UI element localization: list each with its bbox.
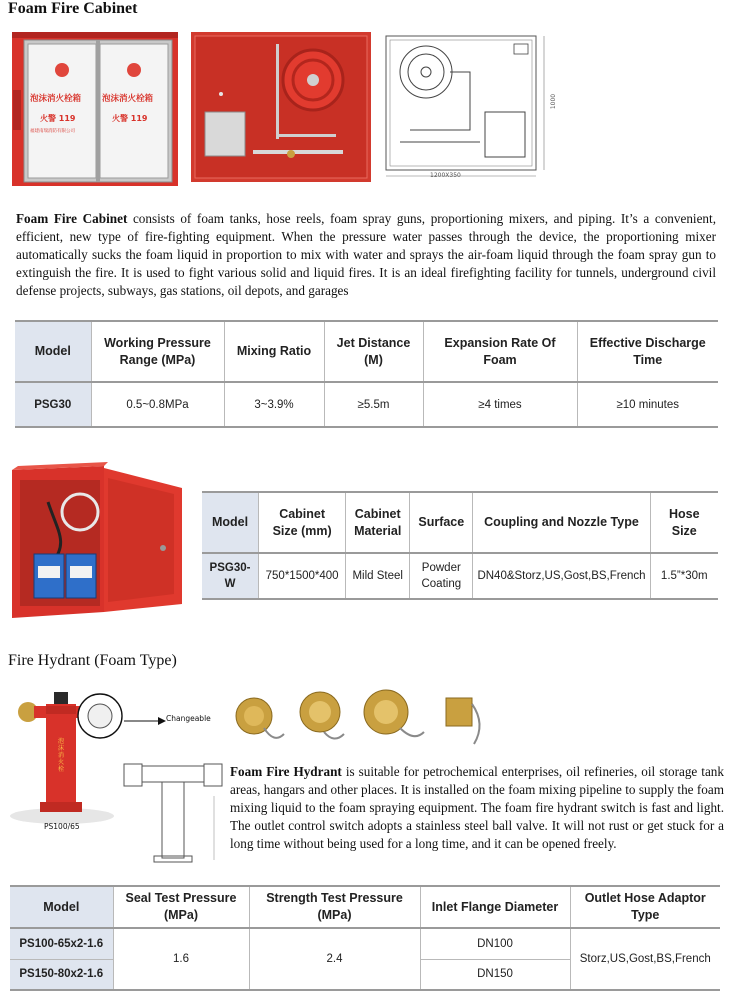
table3-header-flange: Inlet Flange Diameter	[420, 886, 570, 928]
cabinet-drawing-image	[380, 32, 560, 182]
table1-header-pressure: Working Pressure Range (MPa)	[91, 321, 224, 382]
cabinet-door-phone: 火警 119	[40, 114, 76, 123]
table3-header-strength: Strength Test Pressure (MPa)	[249, 886, 420, 928]
hydrant-section-title: Fire Hydrant (Foam Type)	[8, 652, 177, 669]
table2-cell-material: Mild Steel	[346, 553, 410, 599]
table3-cell-strength: 2.4	[249, 928, 420, 990]
hydrant-model-label: PS100/65	[44, 822, 80, 831]
cabinet-front-image	[10, 30, 180, 188]
table2-header-surface: Surface	[410, 492, 473, 553]
table-row	[10, 928, 720, 959]
hydrant-body-text: 泡沫消火栓	[58, 738, 65, 773]
table1-cell-mixing: 3~3.9%	[224, 382, 324, 427]
table3-header-model: Model	[10, 886, 113, 928]
hydrant-description	[230, 763, 724, 853]
table1-cell-discharge: ≥10 minutes	[577, 382, 718, 427]
table3-cell-model-1: PS100-65x2-1.6	[10, 928, 113, 959]
cabinet-door-phone-right: 火警 119	[112, 114, 148, 123]
hydrant-description-lead: Foam Fire Hydrant	[230, 764, 342, 779]
page-title: Foam Fire Cabinet	[8, 0, 138, 17]
cabinet-open-image	[8, 462, 188, 622]
table1-header-mixing: Mixing Ratio	[224, 321, 324, 382]
cabinet-door-company: 福建南瑞消防有限公司	[30, 129, 75, 134]
table1-header-jet: Jet Distance (M)	[324, 321, 423, 382]
cabinet-description	[16, 210, 716, 300]
table2-header-material: Cabinet Material	[346, 492, 410, 553]
hydrant-changeable-label: Changeable	[166, 714, 211, 723]
table1-header-expansion: Expansion Rate Of Foam	[423, 321, 577, 382]
brass-couplings-image	[224, 684, 488, 754]
table1-cell-expansion: ≥4 times	[423, 382, 577, 427]
table2-cell-model: PSG30-W	[202, 553, 258, 599]
cabinet-door-label-right: 泡沫消火栓箱	[102, 94, 154, 104]
table2-cell-hose: 1.5”*30m	[650, 553, 718, 599]
table1-header-model: Model	[15, 321, 91, 382]
table2-header-model: Model	[202, 492, 258, 553]
cabinet-interior-image	[191, 32, 371, 182]
hydrant-description-text: is suitable for petrochemical enterprises, oil refineries, oil storage tank areas, hangars and other places. It is installed on the foam mixing pipeline to supply the foam mixing liquid to the foam spraying equipment. The foam fire hydrant switch is fast and light. The outlet control switch adopts a stainless steel ball valve. It will not rust or get stuck for a long time without being used for a long time, and it can be opened freely.	[230, 764, 724, 851]
table1-cell-jet: ≥5.5m	[324, 382, 423, 427]
table3-cell-seal: 1.6	[113, 928, 249, 990]
table1-cell-pressure: 0.5~0.8MPa	[91, 382, 224, 427]
table-foam-hydrant-specs	[10, 885, 720, 991]
table1-header-discharge: Effective Discharge Time	[577, 321, 718, 382]
table-foam-cabinet-specs	[15, 320, 718, 428]
table3-cell-model-2: PS150-80x2-1.6	[10, 959, 113, 990]
cabinet-description-text: consists of foam tanks, hose reels, foam spray guns, proportioning mixers, and piping. It’s a convenient, efficient, new type of fire-fighting equipment. When the pressure water passes through the device, the proportioning mixer automatically sucks the foam liquid in proportion to mix with water and sprays the air-foam liquid through the foam spray gun to extinguish the fire. It is used to fight various solid and liquid fires. It is an ideal firefighting facility for tunnels, underground civil defense projects, subways, gas stations, oil depots, and garages	[16, 211, 716, 298]
table3-cell-flange-2: DN150	[420, 959, 570, 990]
table2-cell-size: 750*1500*400	[258, 553, 345, 599]
hydrant-drawing-image	[118, 756, 228, 868]
table2-header-hose: Hose Size	[650, 492, 718, 553]
table-row	[15, 382, 718, 427]
table1-cell-model: PSG30	[15, 382, 91, 427]
table3-cell-flange-1: DN100	[420, 928, 570, 959]
table3-cell-adaptor: Storz,US,Gost,BS,French	[570, 928, 720, 990]
table2-cell-surface: Powder Coating	[410, 553, 473, 599]
table2-cell-coupling: DN40&Storz,US,Gost,BS,French	[473, 553, 650, 599]
table3-header-seal: Seal Test Pressure (MPa)	[113, 886, 249, 928]
drawing-width-label: 1200X350	[430, 172, 461, 179]
cabinet-description-lead: Foam Fire Cabinet	[16, 211, 128, 226]
cabinet-door-label-left: 泡沫消火栓箱	[30, 94, 82, 104]
table2-header-size: Cabinet Size (mm)	[258, 492, 345, 553]
table2-header-coupling: Coupling and Nozzle Type	[473, 492, 650, 553]
table-cabinet-w-specs	[202, 491, 718, 600]
table3-header-adaptor: Outlet Hose Adaptor Type	[570, 886, 720, 928]
table-row	[202, 553, 718, 599]
drawing-height-label: 1000	[550, 93, 558, 110]
